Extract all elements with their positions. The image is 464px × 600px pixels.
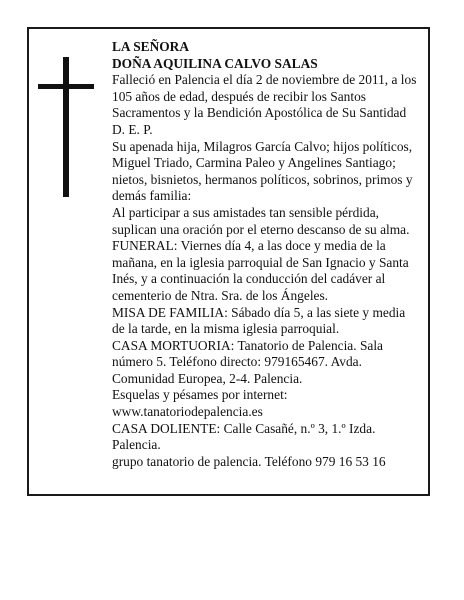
family-list: Su apenada hija, Milagros García Calvo; hijos políticos, Miguel Triado, Carmina Paleo y Angelines Santiago; nietos, bisnietos, hermanos políticos, sobrinos, primos y demás familia: xyxy=(112,138,413,204)
obituary-text xyxy=(112,39,417,470)
death-announcement: Falleció en Palencia el día 2 de noviembre de 2011, a los 105 años de edad, después de recibir los Santos Sacramentos y la Bendición Apostólica de Su Santidad D. E. P. xyxy=(112,72,417,137)
deceased-name: DOÑA AQUILINA CALVO SALAS xyxy=(112,55,318,71)
online-condolences-label: Esquelas y pésames por internet: xyxy=(112,387,288,403)
funeral-home-details: CASA MORTUORIA: Tanatorio de Palencia. Sala número 5. Teléfono directo: 979165467. Avda. Comunidad Europea, 2-4. Palencia. xyxy=(112,337,383,386)
funeral-home-website: www.tanatoriodepalencia.es xyxy=(112,404,263,420)
cross-icon xyxy=(38,57,94,197)
cross-horizontal-bar xyxy=(38,84,94,89)
funeral-details: FUNERAL: Viernes día 4, a las doce y media de la mañana, en la iglesia parroquial de San Ignacio y Santa Inés, y a continuación la conducción del cadáver al cementerio de Ntra. Sra. de los Ángeles. xyxy=(112,238,409,303)
funeral-group-phone: grupo tanatorio de palencia. Teléfono 979 16 53 16 xyxy=(112,453,386,469)
prayer-request: Al participar a sus amistades tan sensible pérdida, suplican una oración por el eterno descanso de su alma. xyxy=(112,204,410,237)
family-mass-details: MISA DE FAMILIA: Sábado día 5, a las siete y media de la tarde, en la misma iglesia parroquial. xyxy=(112,304,406,337)
family-home-address: CASA DOLIENTE: Calle Casañé, n.º 3, 1.º Izda. Palencia. xyxy=(112,420,376,453)
notice-title-line-1: LA SEÑORA xyxy=(112,39,190,54)
cross-vertical-bar xyxy=(63,57,69,197)
